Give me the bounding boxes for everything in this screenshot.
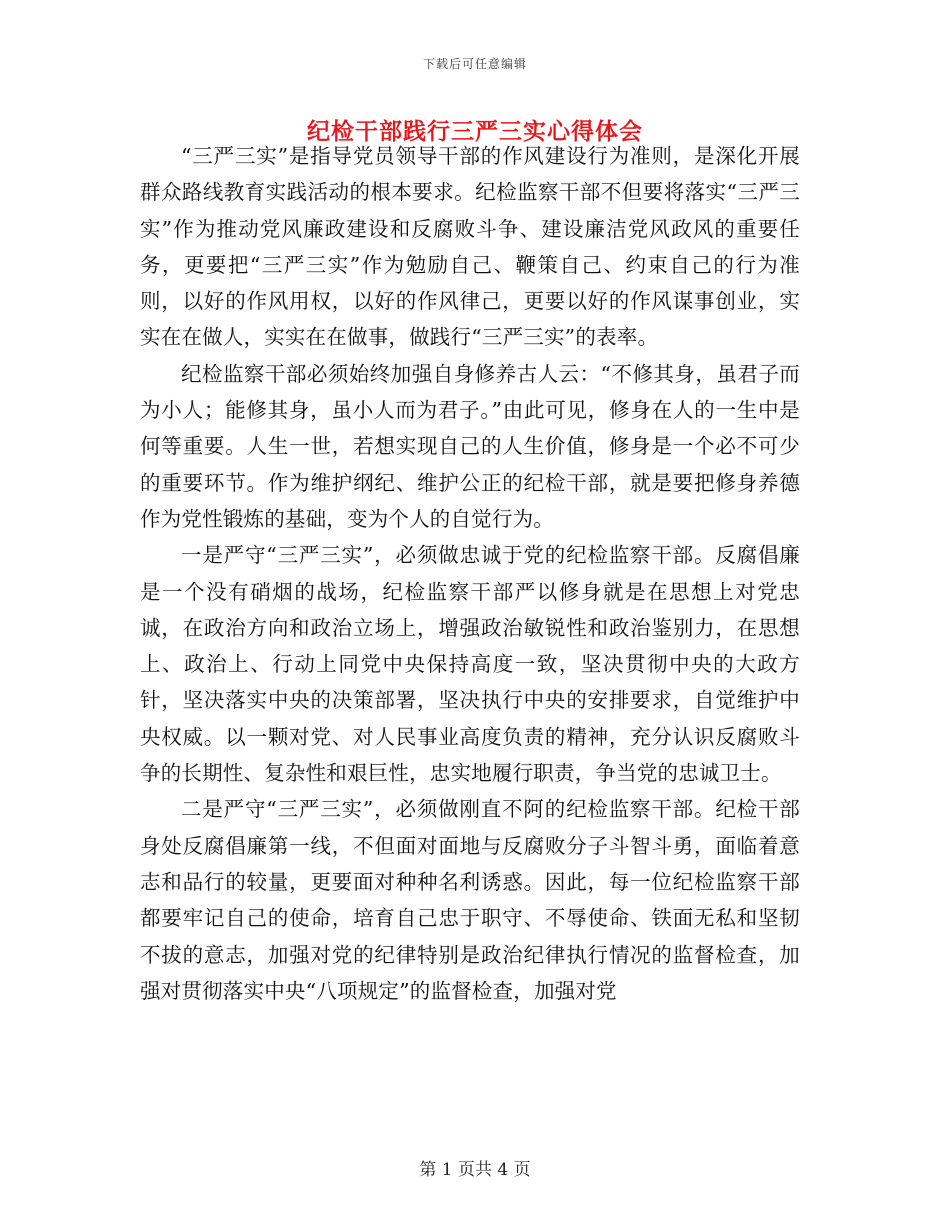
page-number: 第 1 页共 4 页 xyxy=(419,1160,531,1180)
header-note: 下载后可任意编辑 xyxy=(422,57,527,71)
document-body xyxy=(140,138,800,1009)
paragraph-1: “三严三实”是指导党员领导干部的作风建设行为准则，是深化开展群众路线教育实践活动的根本要求。纪检监察干部不但要将落实“三严三实”作为推动党风廉政建设和反腐败斗争、建设廉洁党风政风的重要任务，更要把“三严三实”作为勉励自己、鞭策自己、约束自己的行为准则，以好的作风用权，以好的作风律己，更要以好的作风谋事创业，实实在在做人，实实在在做事，做践行“三严三实”的表率。 xyxy=(140,144,800,350)
paragraph-3: 一是严守“三严三实”，必须做忠诚于党的纪检监察干部。反腐倡廉是一个没有硝烟的战场，纪检监察干部严以修身就是在思想上对党忠诚，在政治方向和政治立场上，增强政治敏锐性和政治鉴别力，在思想上、政治上、行动上同党中央保持高度一致，坚决贯彻中央的大政方针，坚决落实中央的决策部署，坚决执行中央的安排要求，自觉维护中央权威。以一颗对党、对人民事业高度负责的精神，充分认识反腐败斗争的长期性、复杂性和艰巨性，忠实地履行职责，争当党的忠诚卫士。 xyxy=(140,543,800,786)
paragraph-2: 纪检监察干部必须始终加强自身修养古人云：“不修其身，虽君子而为小人；能修其身，虽小人而为君子。”由此可见，修身在人的一生中是何等重要。人生一世，若想实现自己的人生价值，修身是一个必不可少的重要环节。作为维护纲纪、维护公正的纪检干部，就是要把修身养德作为党性锻炼的基础，变为个人的自觉行为。 xyxy=(140,361,800,531)
document-title: 纪检干部践行三严三实心得体会 xyxy=(307,119,643,145)
paragraph-4: 二是严守“三严三实”，必须做刚直不阿的纪检监察干部。纪检干部身处反腐倡廉第一线，不但面对面地与反腐败分子斗智斗勇，面临着意志和品行的较量，更要面对种种名利诱惑。因此，每一位纪检监察干部都要牢记自己的使命，培育自己忠于职守、不辱使命、铁面无私和坚韧不拔的意志，加强对党的纪律特别是政治纪律执行情况的监督检查，加强对贯彻落实中央“八项规定”的监督检查，加强对党 xyxy=(140,797,800,1003)
